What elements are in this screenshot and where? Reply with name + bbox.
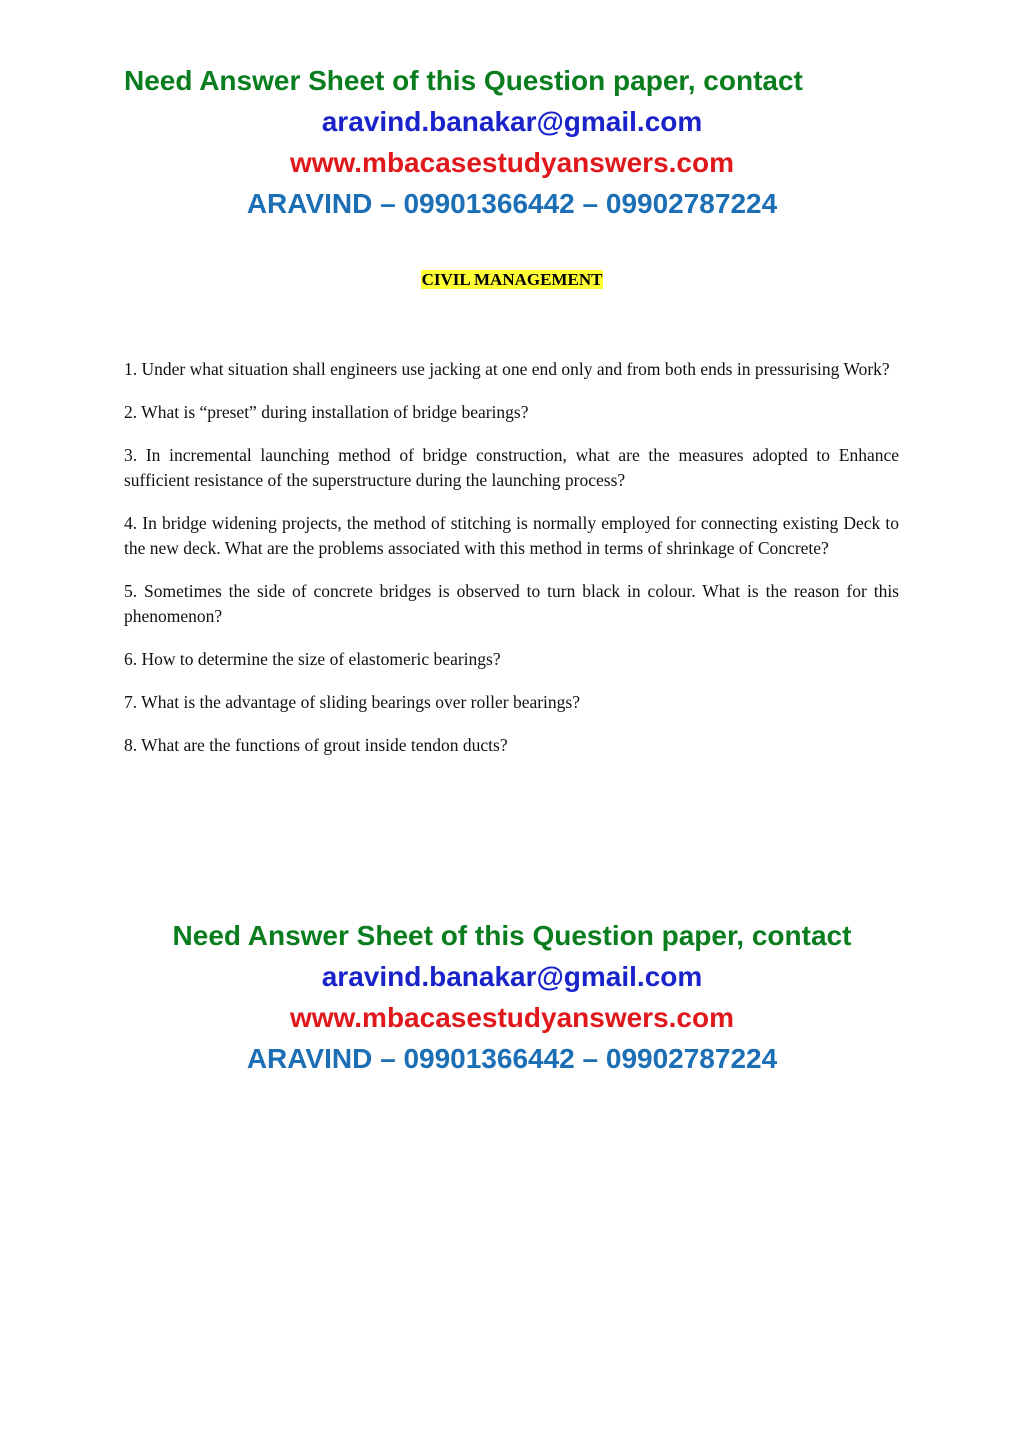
- header-website-link[interactable]: www.mbacasestudyanswers.com: [289, 147, 735, 178]
- footer-contact-block: [0, 915, 1024, 1079]
- footer-email-link[interactable]: aravind.banakar@gmail.com: [321, 961, 703, 992]
- question-item: 1. Under what situation shall engineers use jacking at one end only and from both ends in pressurising Work?: [124, 359, 890, 379]
- question-item: 5. Sometimes the side of concrete bridges is observed to turn black in colour. What is the reason for this phenomenon?: [124, 581, 899, 626]
- footer-need-answer-text: Need Answer Sheet of this Question paper, contact: [172, 920, 852, 951]
- question-item: 8. What are the functions of grout inside tendon ducts?: [124, 735, 508, 755]
- header-phone-text: ARAVIND – 09901366442 – 09902787224: [246, 188, 778, 219]
- header-email-link[interactable]: aravind.banakar@gmail.com: [321, 106, 703, 137]
- question-list: [124, 357, 899, 776]
- footer-website-link[interactable]: www.mbacasestudyanswers.com: [289, 1002, 735, 1033]
- question-item: 2. What is “preset” during installation of bridge bearings?: [124, 402, 529, 422]
- document-title: [0, 268, 1024, 292]
- header-contact-block: [0, 60, 1024, 224]
- question-item: 7. What is the advantage of sliding bearings over roller bearings?: [124, 692, 580, 712]
- footer-phone-text: ARAVIND – 09901366442 – 09902787224: [246, 1043, 778, 1074]
- document-title-text: CIVIL MANAGEMENT: [421, 270, 603, 289]
- question-item: 4. In bridge widening projects, the method of stitching is normally employed for connecting existing Deck to the new deck. What are the problems associated with this method in terms of shrinkage of Concrete?: [124, 513, 899, 558]
- header-need-answer-text: Need Answer Sheet of this Question paper, contact: [124, 65, 803, 96]
- question-item: 6. How to determine the size of elastomeric bearings?: [124, 649, 501, 669]
- question-item: 3. In incremental launching method of bridge construction, what are the measures adopted to Enhance sufficient resistance of the superstructure during the launching process?: [124, 445, 899, 490]
